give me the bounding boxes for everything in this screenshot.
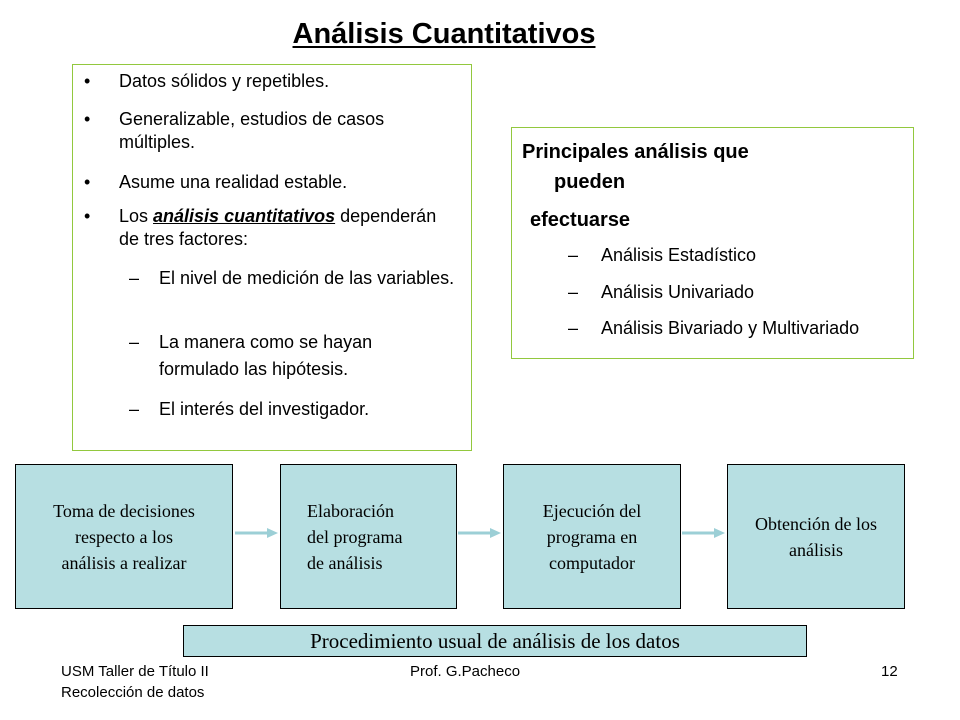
factors-suffix: dependerán de tres factores: <box>119 206 437 249</box>
footer-author: Prof. G.Pacheco <box>410 663 521 680</box>
flow-step-text <box>755 511 877 563</box>
bullet-text: Datos sólidos y repetibles. <box>119 71 330 91</box>
flow-step-text <box>543 498 641 576</box>
page-number: 12 <box>881 663 898 680</box>
flow-text-line: Elaboración <box>307 500 394 521</box>
flow-caption: Procedimiento usual de análisis de los datos <box>183 625 807 657</box>
bullet-text: Asume una realidad estable. <box>119 172 348 192</box>
flow-step-text <box>307 498 402 576</box>
sub-item-text: El nivel de medición de las variables. <box>159 268 455 288</box>
flow-text-line: análisis <box>788 539 843 560</box>
bullet-marker: • <box>84 206 91 226</box>
analysis-type-text: Análisis Estadístico <box>601 245 757 265</box>
sub-item-text: La manera como se hayan formulado las hipótesis. <box>159 332 373 379</box>
list-item <box>84 171 453 194</box>
footer-course-line: Recolección de datos <box>61 684 205 701</box>
footer-course-line: USM Taller de Título II <box>61 663 209 680</box>
slide-title: Análisis Cuantitativos <box>292 18 596 50</box>
footer-course <box>61 661 209 703</box>
dash-marker: – <box>129 332 140 352</box>
analysis-type-text: Análisis Univariado <box>601 282 755 302</box>
list-item <box>568 317 905 340</box>
flow-text-line: programa en <box>546 526 638 547</box>
flow-arrow-3 <box>682 526 726 540</box>
analysis-heading-line-2: pueden <box>554 171 626 193</box>
dash-marker: – <box>568 318 579 338</box>
analysis-types-box <box>511 127 914 359</box>
bullet-marker: • <box>84 71 91 91</box>
analysis-type-text: Análisis Bivariado y Multivariado <box>601 318 860 338</box>
flow-arrow-2 <box>458 526 502 540</box>
flow-step-program <box>280 464 457 609</box>
list-item <box>84 70 453 93</box>
factors-emphasis: análisis cuantitativos <box>153 206 336 226</box>
flow-step-decisions <box>15 464 233 609</box>
characteristics-box <box>72 64 472 451</box>
flow-text-line: Ejecución del <box>542 500 642 521</box>
bullet-marker: • <box>84 172 91 192</box>
flow-step-text <box>53 498 195 576</box>
flow-text-line: análisis a realizar <box>61 552 187 573</box>
bullet-text <box>119 205 453 251</box>
list-item <box>568 244 905 267</box>
dash-marker: – <box>568 282 579 302</box>
list-item <box>568 281 905 304</box>
flow-text-line: respecto a los <box>75 526 173 547</box>
analysis-heading-line-1: Principales análisis que <box>522 141 749 163</box>
dash-marker: – <box>129 399 140 419</box>
factors-prefix: Los <box>119 206 154 226</box>
list-item-factors <box>84 205 453 251</box>
sub-list-item <box>129 329 455 383</box>
list-item <box>84 108 453 154</box>
flow-arrow-1 <box>235 526 279 540</box>
flow-text-line: de análisis <box>307 552 383 573</box>
flow-step-execution <box>503 464 681 609</box>
flow-text-line: Toma de decisiones <box>53 500 195 521</box>
flow-step-results <box>727 464 905 609</box>
bullet-marker: • <box>84 109 91 129</box>
flow-text-line: Obtención de los <box>755 513 877 534</box>
sub-list-item <box>129 396 455 423</box>
bullet-text: Generalizable, estudios de casos múltiples. <box>119 109 385 152</box>
dash-marker: – <box>129 268 140 288</box>
sub-list-item <box>129 265 455 292</box>
dash-marker: – <box>568 245 579 265</box>
sub-item-text: El interés del investigador. <box>159 399 370 419</box>
flow-text-line: del programa <box>307 526 403 547</box>
analysis-heading-line-3: efectuarse <box>530 209 631 231</box>
flow-text-line: computador <box>549 552 635 573</box>
